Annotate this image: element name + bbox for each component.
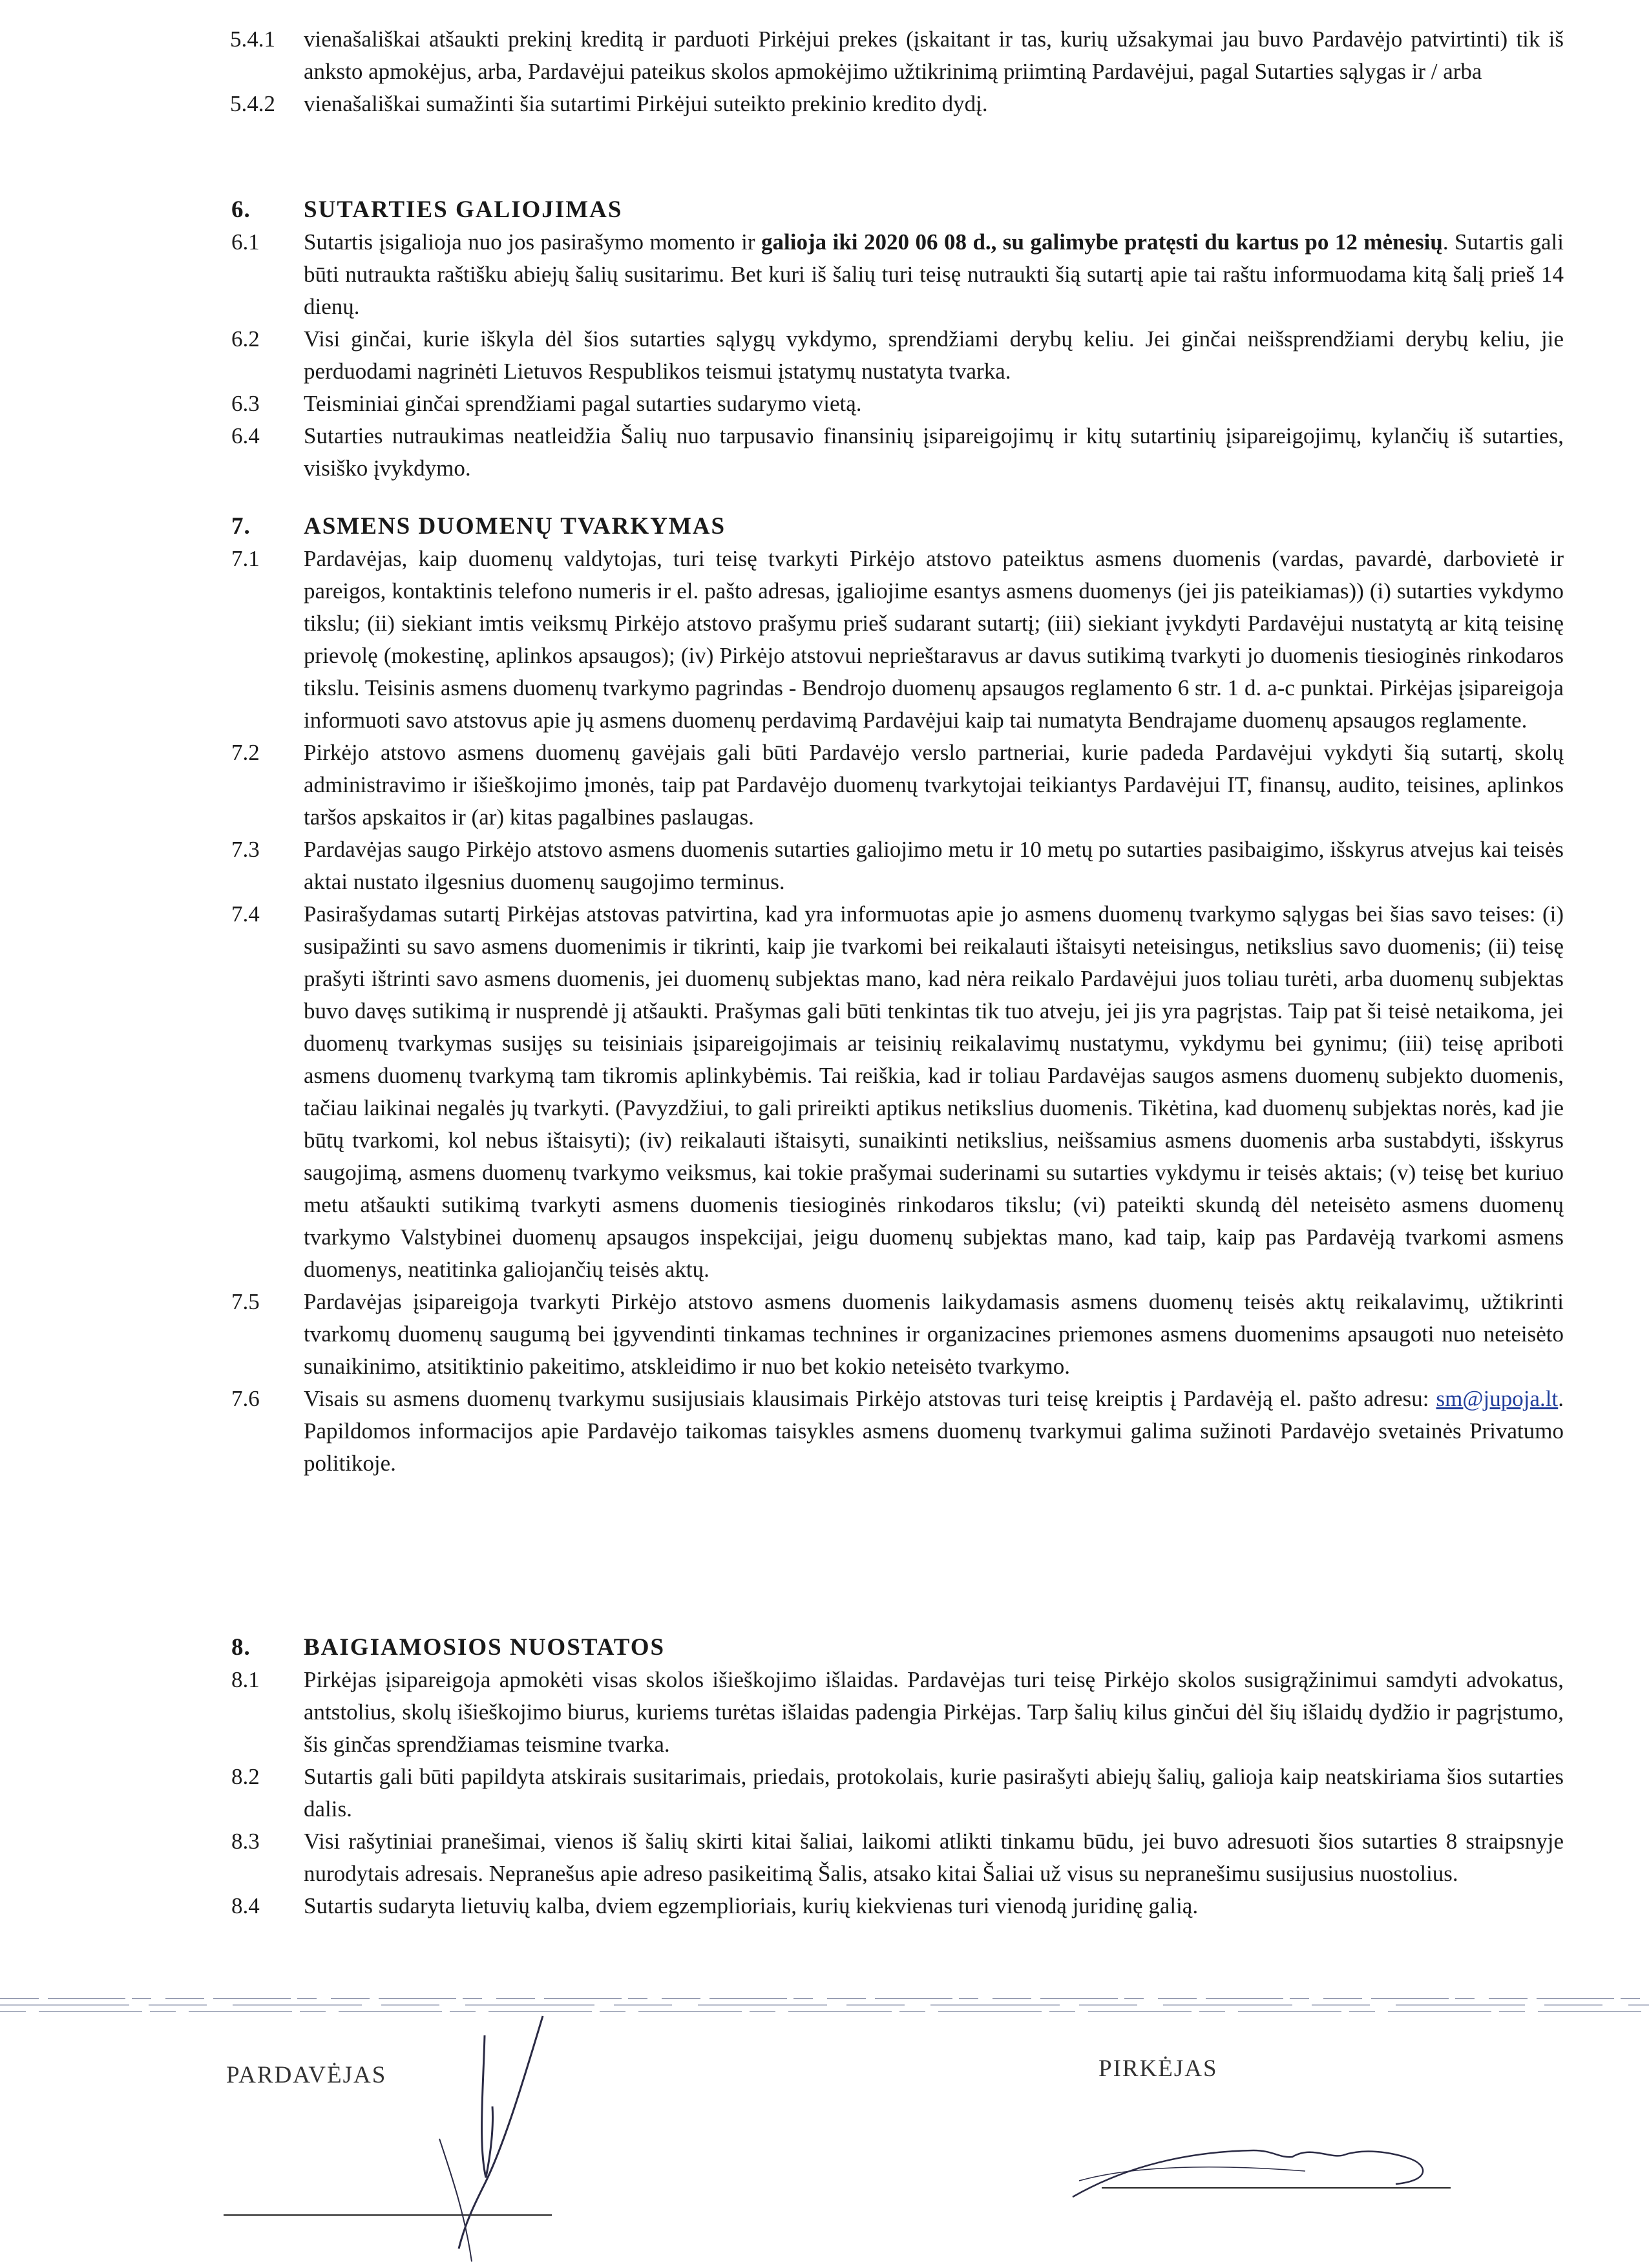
- clause-number: 6.4: [231, 423, 260, 448]
- clause-text: Sutartis sudaryta lietuvių kalba, dviem egzemplioriais, kurių kiekvienas turi vienodą juridinę galią.: [304, 1893, 1199, 1918]
- clause-number: 7.4: [231, 901, 260, 927]
- clause-number: 6.2: [231, 326, 260, 352]
- buyer-label: PIRKĖJAS: [1098, 2055, 1218, 2082]
- clause-text: Pardavėjas saugo Pirkėjo atstovo asmens duomenis sutarties galiojimo metu ir 10 metų po sutarties pasibaigimo, išskyrus atvejus kai teisės aktai nustato ilgesnius duomenų saugojimo terminus.: [304, 837, 1564, 894]
- clause-text: Pardavėjas įsipareigoja tvarkyti Pirkėjo atstovo asmens duomenis laikydamasis asmens duomenų teisės aktų reikalavimų, užtikrinti tvarkomų duomenų saugumą bei įgyvendinti tinkamas technines ir organizacines priemones asmens duomenims apsaugoti nuo neteisėto sunaikinimo, atsitiktinio pakeitimo, atskleidimo ir nuo bet kokio neteisėto tvarkymo.: [304, 1289, 1564, 1379]
- clause-text: vienašališkai sumažinti šia sutartimi Pirkėjui suteikto prekinio kredito dydį.: [304, 91, 988, 116]
- clause-number: 5.4.2: [230, 91, 275, 116]
- section-6: [0, 194, 1649, 485]
- clause-text: Visi ginčai, kurie iškyla dėl šios sutarties sąlygų vykdymo, sprendžiami derybų keliu. Jei ginčai neišsprendžiami derybų keliu, jie perduodami nagrinėti Lietuvos Respublikos teismui įstatymų nustatyta tvarka.: [304, 326, 1564, 384]
- clause-number: 6.3: [231, 391, 260, 416]
- clause-number: 6.1: [231, 229, 260, 255]
- clause-number: 7.5: [231, 1289, 260, 1314]
- clause-8-3: [0, 1825, 1649, 1890]
- clause-8-2: [0, 1761, 1649, 1825]
- section-heading: [0, 1632, 1649, 1664]
- clause-6-3: [0, 388, 1649, 420]
- seller-label: PARDAVĖJAS: [226, 2062, 387, 2088]
- clause-5-4-2: [0, 88, 1649, 120]
- buyer-signature-scribble: [1060, 2119, 1460, 2216]
- section-number: 8.: [231, 1634, 251, 1661]
- clause-text: Visais su asmens duomenų tvarkymu susijusiais klausimais Pirkėjo atstovas turi teisę kreiptis į Pardavėją el. pašto adresu: sm@jupoja.lt. Papildomos informacijos apie Pardavėjo taikomas taisykles asmens duomenų tvarkymui galima sužinoti Pardavėjo svetainės Privatumo politikoje.: [304, 1386, 1564, 1476]
- section-title: SUTARTIES GALIOJIMAS: [304, 196, 623, 223]
- clause-7-5: [0, 1286, 1649, 1383]
- clause-text: Teisminiai ginčai sprendžiami pagal sutarties sudarymo vietą.: [304, 391, 862, 416]
- clause-number: 7.6: [231, 1386, 260, 1411]
- clause-number: 7.1: [231, 546, 260, 571]
- clause-text: vienašališkai atšaukti prekinį kreditą ir parduoti Pirkėjui prekes (įskaitant ir tas, kurių užsakymai jau buvo Pardavėjo patvirtinti) tik iš anksto apmokėjus, arba, Pardavėjui pateikus skolos apmokėjimo užtikrinimą priimtiną Pardavėjui, pagal Sutarties sąlygas ir / arba: [304, 26, 1564, 84]
- section-heading: [0, 510, 1649, 543]
- clause-number: 8.2: [231, 1764, 260, 1789]
- clause-7-2: [0, 737, 1649, 834]
- clause-text: Visi rašytiniai pranešimai, vienos iš šalių skirti kitai šaliai, laikomi atlikti tinkamu būdu, jei buvo adresuoti šios sutarties 8 straipsnyje nurodytais adresais. Nepranešus apie adreso pasikeitimą Šalis, atsako kitai Šaliai už visus su nepranešimu susijusius nuostolius.: [304, 1829, 1564, 1886]
- validity-term: galioja iki 2020 06 08 d., su galimybe pratęsti du kartus po 12 mėnesių: [761, 229, 1443, 255]
- section-7: [0, 510, 1649, 1480]
- clause-7-1: [0, 543, 1649, 737]
- clause-6-2: [0, 323, 1649, 388]
- clause-6-1: [0, 226, 1649, 323]
- section-number: 6.: [231, 196, 251, 223]
- clause-number: 8.1: [231, 1667, 260, 1692]
- section-number: 7.: [231, 513, 251, 540]
- section-8: [0, 1632, 1649, 1922]
- clause-text: Pirkėjas įsipareigoja apmokėti visas skolos išieškojimo išlaidas. Pardavėjas turi teisę Pirkėjo skolos susigrąžinimui samdyti advokatus, antstolius, skolų išieškojimo biurus, kuriems turėtas išlaidas padengia Pirkėjas. Tarp šalių kilus ginčui dėl šių išlaidų dydžio ir pagrįstumo, šis ginčas sprendžiamas teismine tvarka.: [304, 1667, 1564, 1757]
- section-heading: [0, 194, 1649, 226]
- clause-text: Sutartis gali būti papildyta atskirais susitarimais, priedais, protokolais, kurie pasirašyti abiejų šalių, galioja kaip neatskiriama šios sutarties dalis.: [304, 1764, 1564, 1822]
- clause-5-4-1: [0, 23, 1649, 88]
- clause-6-4: [0, 420, 1649, 485]
- clause-number: 7.2: [231, 740, 260, 765]
- scan-artifact-lines: [0, 1993, 1649, 2019]
- clause-number: 7.3: [231, 837, 260, 862]
- clause-text: Sutarties nutraukimas neatleidžia Šalių nuo tarpusavio finansinių įsipareigojimų ir kitų sutartinių įsipareigojimų, kylančių iš sutarties, visiško įvykdymo.: [304, 423, 1564, 481]
- clause-7-4: [0, 898, 1649, 1286]
- section-title: BAIGIAMOSIOS NUOSTATOS: [304, 1634, 666, 1661]
- clause-8-1: [0, 1664, 1649, 1761]
- seller-signature-scribble: [414, 2010, 594, 2268]
- clause-8-4: [0, 1890, 1649, 1922]
- section-5-4: [0, 23, 1649, 120]
- clause-text: Pardavėjas, kaip duomenų valdytojas, turi teisę tvarkyti Pirkėjo atstovo pateiktus asmens duomenis (vardas, pavardė, darbovietė ir pareigos, kontaktinis telefono numeris ir el. pašto adresas, įgaliojime esantys asmens duomenys (jei jis pateikiamas)) (i) sutarties vykdymo tikslu; (ii) siekiant imtis veiksmų Pirkėjo atstovo prašymu prieš sudarant sutartį; (iii) siekiant įvykdyti Pardavėjui nustatytą ar kitą teisinę prievolę (mokestinę, aplinkos apsaugos); (iv) Pirkėjo atstovui neprieštaravus ar davus sutikimą tvarkyti jo duomenis tiesioginės rinkodaros tikslu. Teisinis asmens duomenų tvarkymo pagrindas - Bendrojo duomenų apsaugos reglamento 6 str. 1 d. a-c punktai. Pirkėjas įsipareigoja informuoti savo atstovus apie jų asmens duomenų perdavimą Pardavėjui kaip tai numatyta Bendrajame duomenų apsaugos reglamente.: [304, 546, 1564, 733]
- email-link[interactable]: sm@jupoja.lt: [1436, 1386, 1559, 1411]
- clause-number: 8.4: [231, 1893, 260, 1918]
- clause-text: Sutartis įsigalioja nuo jos pasirašymo momento ir galioja iki 2020 06 08 d., su galimybe pratęsti du kartus po 12 mėnesių. Sutartis gali būti nutraukta raštišku abiejų šalių susitarimu. Bet kuri iš šalių turi teisę nutraukti šią sutartį apie tai raštu informuodama kitą šalį prieš 14 dienų.: [304, 229, 1564, 319]
- clause-text: Pirkėjo atstovo asmens duomenų gavėjais gali būti Pardavėjo verslo partneriai, kurie padeda Pardavėjui vykdyti šią sutartį, skolų administravimo ir išieškojimo įmonės, taip pat Pardavėjo duomenų tvarkytojai teikiantys Pardavėjui IT, finansų, audito, teisines, aplinkos taršos apskaitos ir (ar) kitas pagalbines paslaugas.: [304, 740, 1564, 830]
- clause-7-6: [0, 1383, 1649, 1480]
- section-title: ASMENS DUOMENŲ TVARKYMAS: [304, 513, 726, 540]
- clause-number: 5.4.1: [230, 26, 275, 52]
- clause-7-3: [0, 834, 1649, 898]
- clause-number: 8.3: [231, 1829, 260, 1854]
- clause-text: Pasirašydamas sutartį Pirkėjas atstovas patvirtina, kad yra informuotas apie jo asmens duomenų tvarkymo sąlygas bei šias savo teises: (i) susipažinti su savo asmens duomenimis ir tikrinti, kaip jie tvarkomi bei reikalauti ištaisyti neteisingus, netikslius savo duomenis; (ii) teisę prašyti ištrinti savo asmens duomenis, jei duomenų subjektas mano, kad nėra reikalo Pardavėjui juos toliau turėti, arba duomenų subjektas buvo davęs sutikimą ir nusprendė jį atšaukti. Prašymas gali būti tenkintas tik tuo atveju, jei jis yra pagrįstas. Taip pat ši teisė netaikoma, jei duomenų tvarkymas susijęs su teisiniais įsipareigojimais ar teisinių reikalavimų nustatymu, vykdymu bei gynimu; (iii) teisę apriboti asmens duomenų tvarkymą tam tikromis aplinkybėmis. Tai reiškia, kad ir toliau Pardavėjas saugos asmens duomenų subjekto duomenis, tačiau laikinai negalės jų tvarkyti. (Pavyzdžiui, to gali prireikti aptikus netikslius duomenis. Tikėtina, kad duomenų subjektas norės, kad jie būtų tvarkomi, kol nebus ištaisyti); (iv) reikalauti ištaisyti, sunaikinti netikslius, neišsamius asmens duomenis arba sustabdyti, išskyrus saugojimą, asmens duomenų tvarkymo veiksmus, kai tokie prašymai suderinami su sutarties vykdymu ir teisės aktais; (v) teisę bet kuriuo metu atšaukti sutikimą tvarkyti asmens duomenis tiesioginės rinkodaros tikslu; (vi) pateikti skundą dėl neteisėto asmens duomenų tvarkymo Valstybinei duomenų apsaugos inspekcijai, jeigu duomenų subjektas mano, kad taip, kaip pas Pardavėją tvarkomi asmens duomenys, neatitinka galiojančių teisės aktų.: [304, 901, 1564, 1282]
